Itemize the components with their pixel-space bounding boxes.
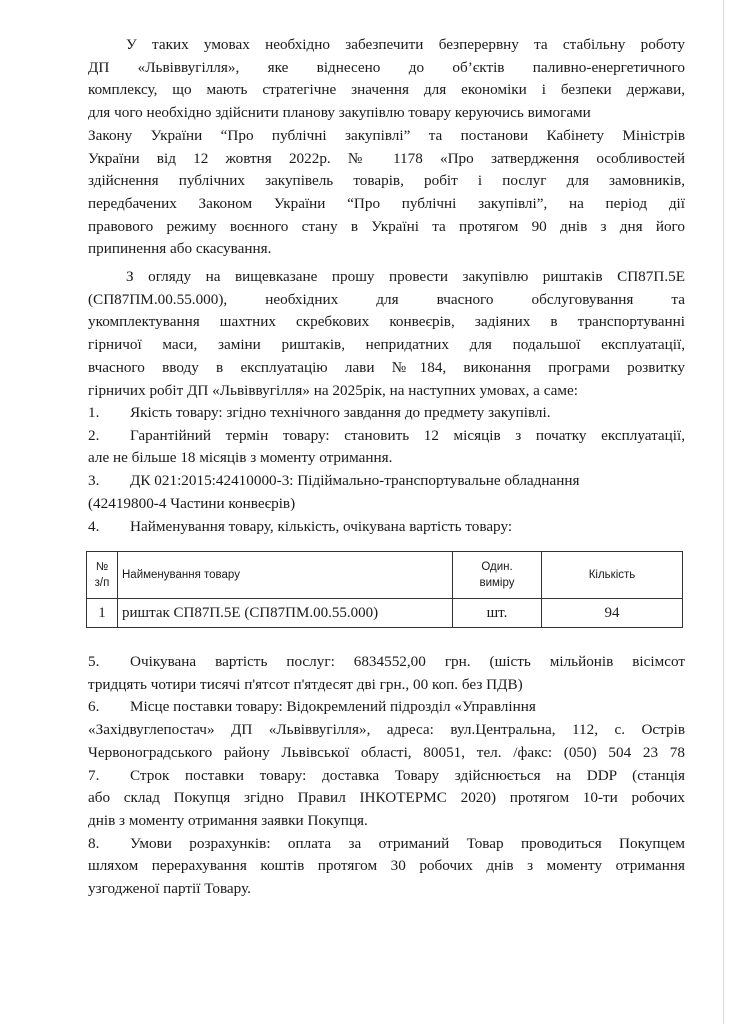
list-item	[88, 696, 685, 719]
text-line: (СП87ПМ.00.55.000), необхідних для вчасного обслуговування та	[88, 290, 685, 308]
item-continuation: Червоноградського району Львівської області, 80051, тел. /факс: (050) 504 23 78	[88, 743, 685, 761]
item-number: 1.	[88, 404, 100, 421]
paragraph-request	[88, 266, 685, 402]
cell-name: риштак СП87П.5Е (СП87ПМ.00.55.000)	[118, 599, 453, 628]
item-continuation: але не більше 18 місяців з моменту отримання.	[88, 449, 393, 467]
item-text: Умови розрахунків: оплата за отриманий Товар проводиться Покупцем	[130, 834, 685, 852]
table-row	[87, 599, 683, 628]
item-text: Якість товару: згідно технічного завдання до предмету закупівлі.	[130, 404, 551, 421]
scan-edge	[723, 0, 724, 1024]
text-line: ДП «Львіввугілля», яке віднесено до об’єктів паливно-енергетичного	[88, 58, 685, 76]
item-text: Очікувана вартість послуг: 6834552,00 грн. (шість мільйонів вісімсот	[130, 653, 685, 670]
list-item	[88, 470, 685, 493]
item-continuation: (42419800-4 Частини конвеєрів)	[88, 494, 296, 512]
item-number: 8.	[88, 834, 100, 852]
text-line: гірничої маси, заміни риштаків, непридатних для подальшої експлуатації,	[88, 336, 685, 354]
text-line: України від 12 жовтня 2022р. № 1178 «Про затвердження особливостей	[88, 149, 685, 167]
cell-quantity: 94	[542, 599, 683, 628]
conditions-list-1	[88, 402, 685, 538]
text-line: З огляду на вищевказане прошу провести закупівлю риштаків СП87П.5Е	[126, 268, 685, 285]
goods-table	[86, 551, 683, 628]
list-item	[88, 516, 685, 539]
item-number: 5.	[88, 653, 100, 670]
item-text: ДК 021:2015:42410000-3: Підіймально-транспортувальне обладнання	[130, 472, 580, 490]
item-number: 7.	[88, 766, 100, 784]
text-line: правового режиму воєнного стану в Україні та протягом 90 днів з дня його	[88, 217, 685, 235]
text-line: укомплектування шахтних скребкових конвеєрів, задіяних в транспортуванні	[88, 313, 685, 331]
item-number: 4.	[88, 517, 100, 535]
item-number: 6.	[88, 698, 100, 716]
list-item	[88, 425, 685, 448]
item-continuation: шляхом перерахування коштів протягом 30 робочих днів з моменту отримання	[88, 857, 685, 875]
text-line: здійснення публічних закупівель товарів, робіт і послуг для замовників,	[88, 172, 685, 190]
item-continuation: днів з моменту отримання заявки Покупця.	[88, 811, 368, 829]
paragraph-intro	[88, 34, 685, 261]
list-item	[88, 765, 685, 788]
cell-number: 1	[87, 599, 118, 628]
item-continuation: або склад Покупця згідно Правил ІНКОТЕРМС 2020) протягом 10-ти робочих	[88, 789, 685, 807]
list-item	[88, 833, 685, 856]
text-line: передбачених Законом України “Про публічні закупівлі”, на період дії	[88, 194, 685, 212]
header-name: Найменування товару	[118, 552, 453, 599]
list-item	[88, 651, 685, 674]
text-line: припинення або скасування.	[88, 240, 272, 258]
header-number: № з/п	[87, 552, 118, 599]
item-number: 3.	[88, 472, 100, 490]
item-text: Строк поставки товару: доставка Товару здійснюється на DDP (станція	[130, 766, 685, 784]
item-continuation: узгодженої партії Товару.	[88, 880, 251, 898]
header-quantity: Кількість	[542, 552, 683, 599]
conditions-list-2	[88, 651, 685, 901]
header-unit: Один. виміру	[453, 552, 542, 599]
item-number: 2.	[88, 426, 100, 444]
text-line: гірничих робіт ДП «Львіввугілля» на 2025рік, на наступних умовах, а саме:	[88, 381, 578, 399]
item-text: Гарантійний термін товару: становить 12 місяців з початку експлуатації,	[130, 426, 685, 444]
item-continuation: «Західвуглепостач» ДП «Львіввугілля», адреса: вул.Центральна, 112, с. Острів	[88, 721, 685, 739]
text-line: для чого необхідно здійснити планову закупівлю товару керуючись вимогами	[88, 104, 591, 122]
text-line: У таких умовах необхідно забезпечити безперервну та стабільну роботу	[126, 36, 685, 53]
item-text: Місце поставки товару: Відокремлений підрозділ «Управління	[130, 698, 536, 716]
text-line: вчасного вводу в експлуатацію лави №184, виконання програми розвитку	[88, 358, 685, 376]
cell-unit: шт.	[453, 599, 542, 628]
item-text: Найменування товару, кількість, очікувана вартість товару:	[130, 517, 513, 535]
item-continuation: тридцять чотири тисячі п'ятсот п'ятдесят дві грн., 00 коп. без ПДВ)	[88, 675, 523, 693]
text-line: Закону України “Про публічні закупівлі” та постанови Кабінету Міністрів	[88, 126, 685, 144]
table-header-row	[87, 552, 683, 599]
list-item	[88, 402, 685, 425]
text-line: комплексу, що мають стратегічне значення для економіки і безпеки держави,	[88, 81, 685, 99]
